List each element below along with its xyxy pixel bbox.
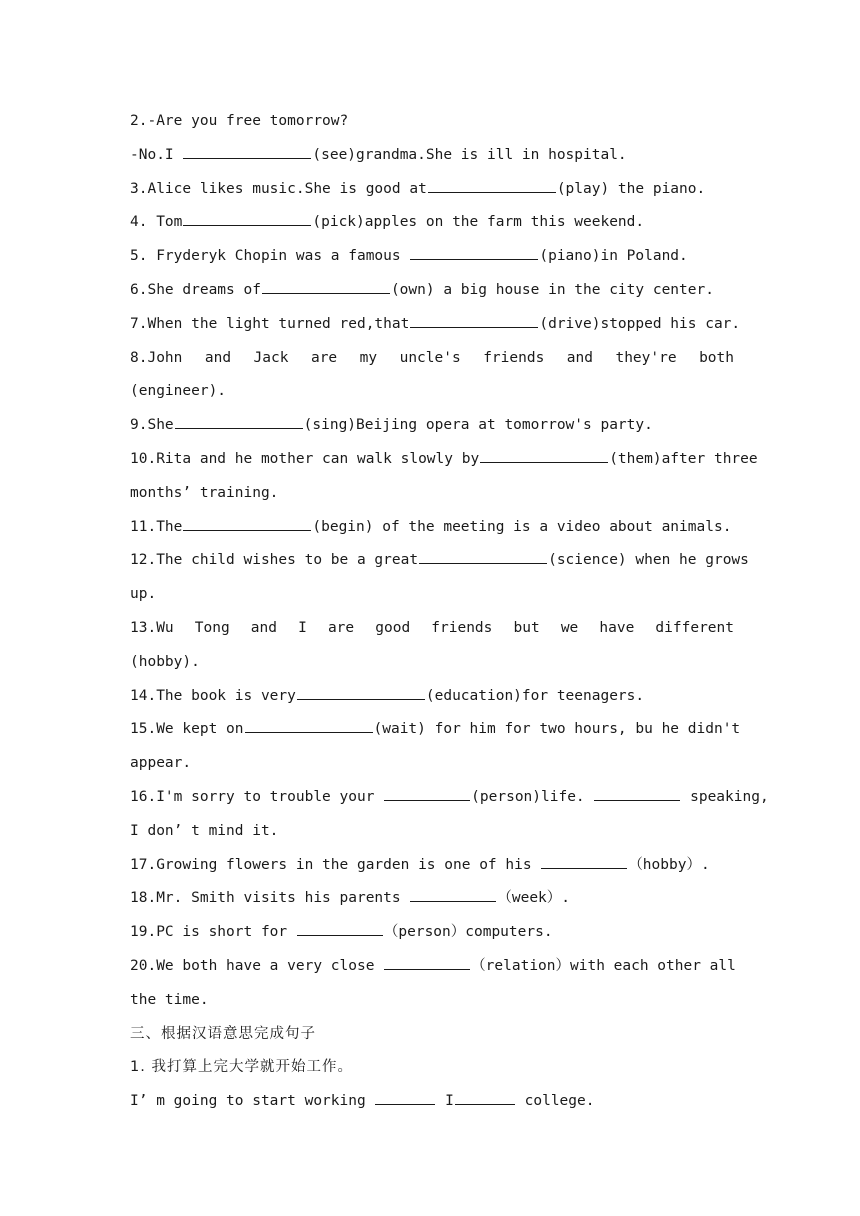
question-11 <box>130 511 734 545</box>
question-16-line-1 <box>130 781 769 815</box>
question-text: 2.-Are you free tomorrow? <box>130 113 349 129</box>
answer-blank[interactable] <box>297 698 425 700</box>
question-text: 6.She dreams of <box>130 281 261 298</box>
question-text: 17.Growing flowers in the garden is one of his <box>130 856 541 873</box>
answer-blank[interactable] <box>375 1103 435 1105</box>
answer-blank[interactable] <box>428 191 556 193</box>
question-text: 11.The <box>130 518 183 535</box>
question-text: (begin) of the meeting is a video about animals. <box>312 518 732 535</box>
question-13-line-2: (hobby). <box>130 653 200 670</box>
question-text: 12.The child wishes to be a great <box>130 552 419 569</box>
question-text: 16.I'm sorry to trouble your <box>130 788 384 805</box>
question-10-line-2: months’ training. <box>130 484 279 501</box>
section-heading: 三、根据汉语意思完成句子 <box>130 1025 316 1042</box>
question-text: I’ m going to start working <box>130 1093 375 1110</box>
answer-blank[interactable] <box>410 326 538 328</box>
answer-blank[interactable] <box>541 867 627 869</box>
answer-blank[interactable] <box>410 900 496 902</box>
question-10-line-1 <box>130 443 758 477</box>
question-6 <box>130 274 734 308</box>
question-text: （person）computers. <box>383 924 553 941</box>
question-2-line-1 <box>130 105 734 139</box>
question-text: 20.We both have a very close <box>130 957 384 974</box>
answer-blank[interactable] <box>480 461 608 463</box>
question-19 <box>130 916 734 950</box>
question-14 <box>130 680 734 714</box>
question-text: (drive)stopped his car. <box>539 315 741 332</box>
question-text: 14.The book is very <box>130 687 296 704</box>
question-8-line-2: (engineer). <box>130 383 227 400</box>
question-2-line-2 <box>130 139 734 173</box>
question-text: 10.Rita and he mother can walk slowly by <box>130 450 480 467</box>
question-text: 9.She <box>130 417 174 434</box>
question-13-line-1: 13.Wu Tong and I are good friends but we have different <box>130 619 734 636</box>
answer-blank[interactable] <box>245 731 373 733</box>
sentence-1-english <box>130 1085 734 1119</box>
question-15-line-1 <box>130 713 741 747</box>
question-text: 18.Mr. Smith visits his parents <box>130 890 410 907</box>
question-12-line-2: up. <box>130 586 157 603</box>
question-text: (play) the piano. <box>556 180 706 197</box>
question-text: 7.When the light turned red,that <box>130 315 410 332</box>
question-text: (see)grandma.She is ill in hospital. <box>312 146 627 163</box>
answer-blank[interactable] <box>419 562 547 564</box>
question-text: (sing)Beijing opera at tomorrow's party. <box>303 417 653 434</box>
answer-blank[interactable] <box>175 427 303 429</box>
question-text: （hobby）. <box>628 856 710 873</box>
answer-blank[interactable] <box>183 529 311 531</box>
answer-blank[interactable] <box>410 258 538 260</box>
answer-blank[interactable] <box>183 224 311 226</box>
question-text: (them)after three <box>609 450 758 467</box>
question-4 <box>130 206 734 240</box>
question-5 <box>130 240 734 274</box>
question-12-line-1 <box>130 544 749 578</box>
question-15-line-2: appear. <box>130 755 192 772</box>
answer-blank[interactable] <box>384 968 470 970</box>
question-text: (education)for teenagers. <box>425 687 645 704</box>
question-text: 19.PC is short for <box>130 924 296 941</box>
question-text: (wait) for him for two hours, bu he didn't <box>373 721 741 738</box>
question-20-line-2: the time. <box>130 991 209 1008</box>
answer-blank[interactable] <box>183 157 311 159</box>
question-8-line-1: 8.John and Jack are my uncle's friends and they're both <box>130 349 734 366</box>
answer-blank[interactable] <box>384 799 470 801</box>
question-3 <box>130 173 734 207</box>
question-text: (person)life. <box>471 788 594 805</box>
question-text: (piano)in Poland. <box>539 248 688 265</box>
question-7 <box>130 308 741 342</box>
question-text: (pick)apples on the farm this weekend. <box>312 214 645 231</box>
question-text: college. <box>515 1093 595 1110</box>
question-text: speaking, <box>681 788 769 805</box>
question-18 <box>130 882 734 916</box>
question-16-line-2: I don’ t mind it. <box>130 822 279 839</box>
exercise-content <box>130 105 769 1119</box>
question-9 <box>130 409 734 443</box>
question-text: 4. Tom <box>130 214 183 231</box>
question-text: I <box>436 1093 454 1110</box>
sentence-1-chinese: 1. 我打算上完大学就开始工作。 <box>130 1059 353 1076</box>
question-text: (science) when he grows <box>548 552 749 569</box>
question-text: （week）. <box>497 890 571 907</box>
question-text: 15.We kept on <box>130 721 244 738</box>
question-text: -No.I <box>130 146 183 163</box>
question-text: 3.Alice likes music.She is good at <box>130 180 427 197</box>
question-text: (own) a big house in the city center. <box>390 281 714 298</box>
question-20-line-1 <box>130 950 734 984</box>
answer-blank[interactable] <box>262 292 390 294</box>
answer-blank[interactable] <box>297 934 383 936</box>
answer-blank[interactable] <box>455 1103 515 1105</box>
question-text: 5. Fryderyk Chopin was a famous <box>130 248 410 265</box>
answer-blank[interactable] <box>594 799 680 801</box>
question-text: （relation）with each other all <box>471 957 736 974</box>
question-17 <box>130 849 734 883</box>
